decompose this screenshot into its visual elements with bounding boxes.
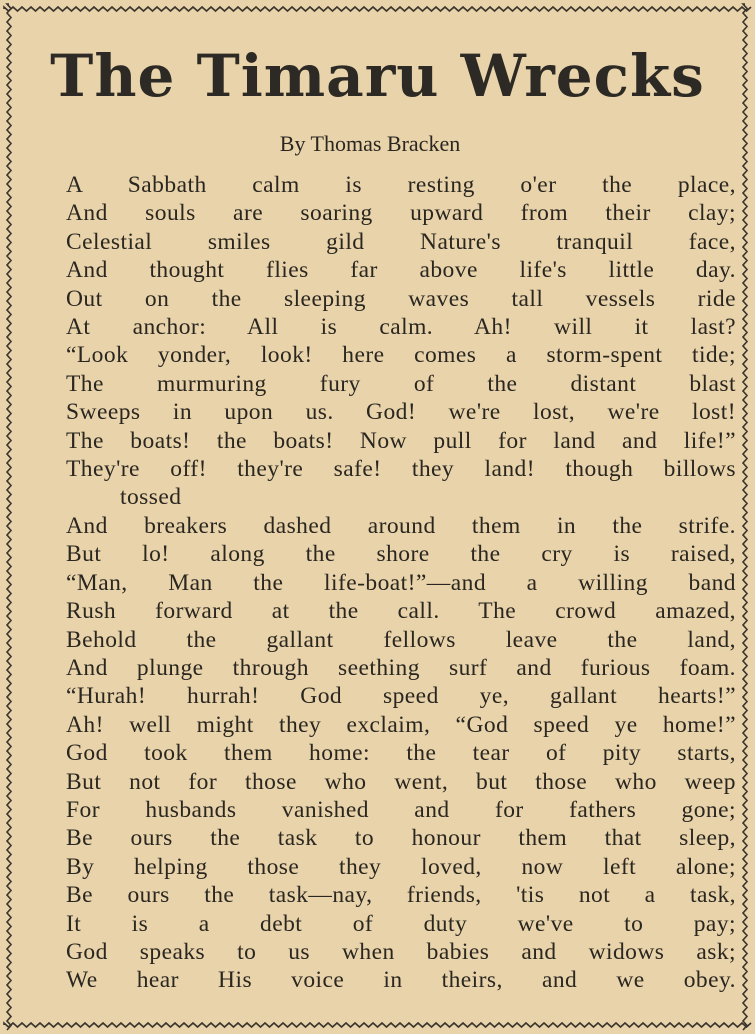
poem-line: But not for those who went, but those who weep <box>66 768 736 795</box>
poem-line: “Look yonder, look! here comes a storm-spent tide; <box>66 342 736 369</box>
poem-line: It is a debt of duty we've to pay; <box>66 910 736 937</box>
poem-line: And thought flies far above life's little day. <box>66 257 736 284</box>
poem-line: But lo! along the shore the cry is raised, <box>66 541 736 568</box>
poem-line: “Hurah! hurrah! God speed ye, gallant hearts!” <box>66 683 736 710</box>
poem-line: A Sabbath calm is resting o'er the place, <box>66 172 736 198</box>
poem-line: Rush forward at the call. The crowd amazed, <box>66 598 736 625</box>
poem-line: For husbands vanished and for fathers gone; <box>66 796 736 823</box>
poem-line: By helping those they loved, now left alone; <box>66 853 736 880</box>
poem-line: Celestial smiles gild Nature's tranquil face, <box>66 228 736 255</box>
poem-line: The boats! the boats! Now pull for land and life!” <box>66 427 736 454</box>
poem-line: God speaks to us when babies and widows ask; <box>66 938 736 965</box>
poem-line: tossed <box>120 484 182 511</box>
poem-line: Out on the sleeping waves tall vessels ride <box>66 285 736 312</box>
poem-line: Be ours the task to honour them that sleep, <box>66 825 736 852</box>
poem-line: The murmuring fury of the distant blast <box>66 370 736 397</box>
poem-line: Sweeps in upon us. God! we're lost, we're lost! <box>66 399 736 426</box>
poem-line: And plunge through seething surf and furious foam. <box>66 654 736 681</box>
poem-line: And souls are soaring upward from their clay; <box>66 200 736 227</box>
author-byline: By Thomas Bracken <box>279 131 461 156</box>
poem-line: God took them home: the tear of pity starts, <box>66 740 736 767</box>
poem-line: They're off! they're safe! they land! though billows <box>66 456 736 483</box>
poem-line: Be ours the task—nay, friends, 'tis not a task, <box>66 882 736 909</box>
poem-line: Behold the gallant fellows leave the land, <box>66 626 736 653</box>
poem-line: Ah! well might they exclaim, “God speed ye home!” <box>66 711 736 738</box>
poem-line: “Man, Man the life-boat!”—and a willing band <box>66 569 736 596</box>
poem-line: At anchor: All is calm. Ah! will it last? <box>66 314 736 341</box>
poem-body <box>66 171 736 995</box>
poem-line: And breakers dashed around them in the strife. <box>66 512 736 539</box>
poem-line: We hear His voice in theirs, and we obey. <box>66 967 736 994</box>
poem-title: The Timaru Wrecks <box>50 42 705 110</box>
